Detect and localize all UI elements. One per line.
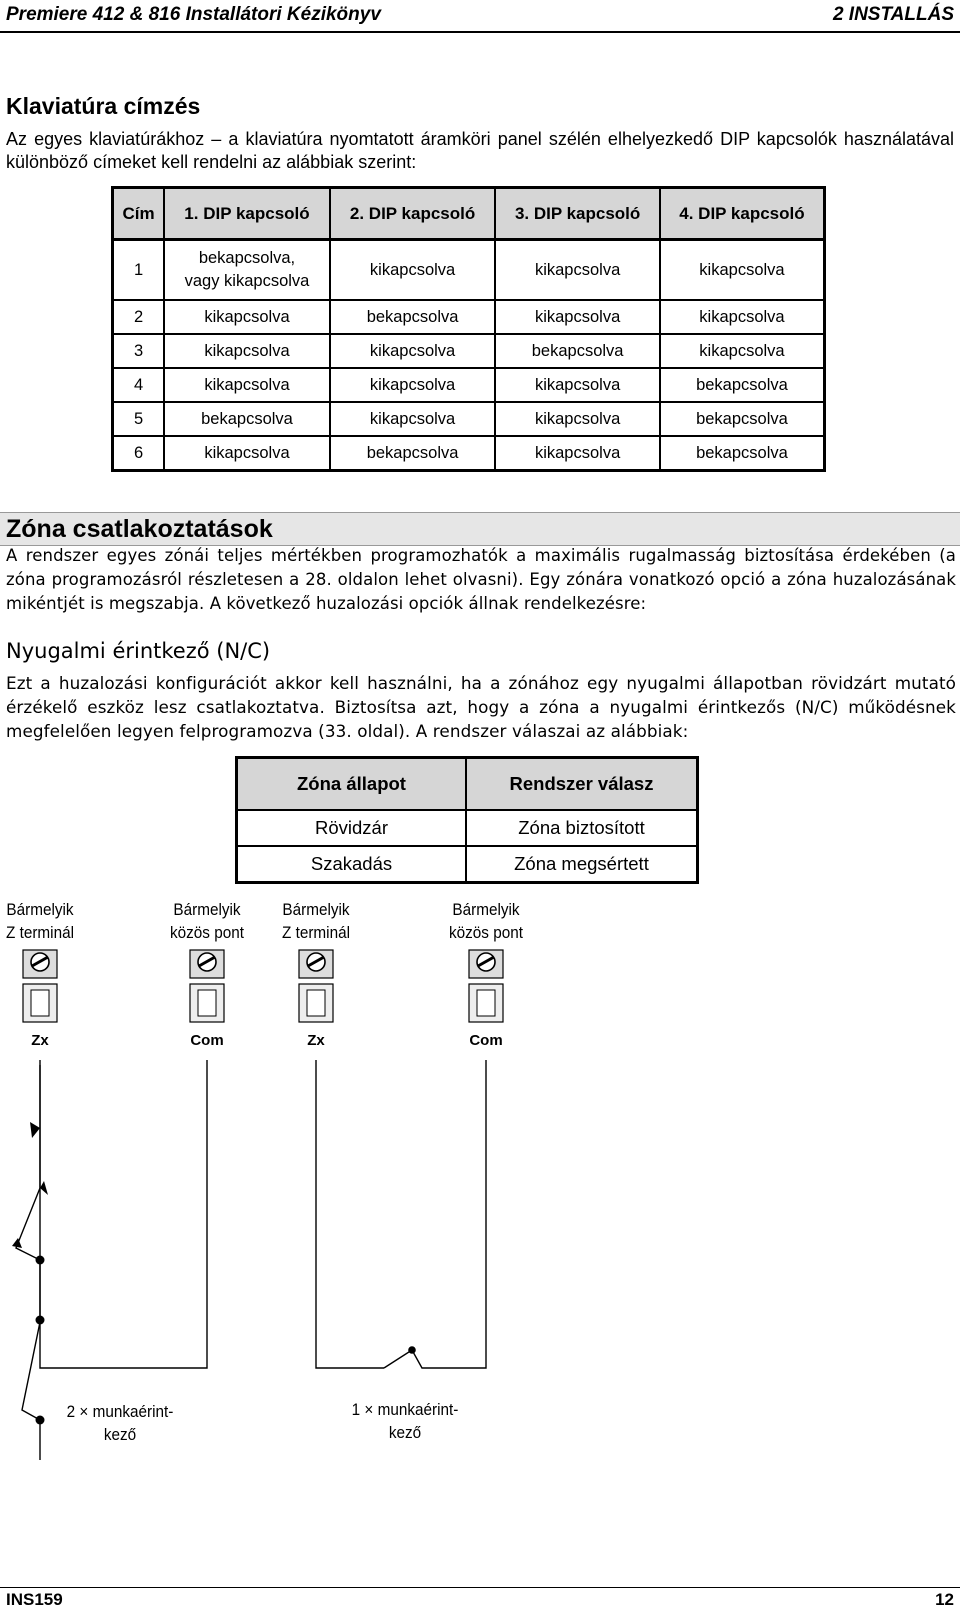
section-title: 2 INSTALLÁS — [832, 4, 954, 25]
system-response-cell: Zóna biztosított — [466, 810, 698, 846]
dip-switch-cell: kikapcsolva — [164, 436, 330, 471]
terminal-tag: Zx — [31, 1032, 49, 1049]
terminal-tag: Zx — [307, 1032, 325, 1049]
dip-switch-cell: kikapcsolva — [330, 240, 496, 301]
terminal-tag: Com — [469, 1032, 503, 1049]
terminal-block — [299, 950, 333, 1049]
terminal-label-line: közös pont — [448, 923, 523, 942]
keypad-intro: Az egyes klaviatúrákhoz – a klaviatúra nyomtatott áramköri panel szélén elhelyezkedő DIP kapcsolók használatával különböző címeket kell rendelni az alábbiak szerint: — [6, 129, 954, 172]
zone-text: A rendszer egyes zónái teljes mértékben programozhatók a maximális rugalmasság biztosítása érdekében (a zóna programozásról részletesen a 28. oldalon lehet olvasni). Egy zónára vonatkozó opció a zóna huzalozásának mikéntjét is megszabja. A következő huzalozási opciók állnak rendelkezésre: — [6, 546, 956, 613]
dip-switch-cell: kikapcsolva — [660, 240, 825, 301]
terminal-block — [190, 950, 224, 1049]
dip-switch-cell: bekapcsolva — [660, 368, 825, 402]
terminal-slot — [307, 990, 325, 1016]
page-number: 12 — [935, 1590, 954, 1609]
dip-address-cell: 5 — [113, 402, 165, 436]
zone-state-cell: Szakadás — [237, 846, 466, 883]
state-column-header: Rendszer válasz — [466, 758, 698, 811]
caption-line: kező — [103, 1425, 137, 1444]
dip-address-cell: 4 — [113, 368, 165, 402]
contact-node — [408, 1346, 416, 1354]
dip-switch-cell: bekapcsolva, vagy kikapcsolva — [164, 240, 330, 301]
dip-switch-cell: bekapcsolva — [660, 436, 825, 471]
dip-switch-cell: kikapcsolva — [495, 368, 660, 402]
dip-switch-cell: bekapcsolva — [330, 300, 496, 334]
dip-switch-cell: bekapcsolva — [330, 436, 496, 471]
terminal-label-line: Z terminál — [5, 923, 75, 942]
system-response-cell: Zóna megsértett — [466, 846, 698, 883]
dip-switch-cell: kikapcsolva — [495, 240, 660, 301]
dip-switch-cell: kikapcsolva — [495, 402, 660, 436]
terminal-label-line: Bármelyik — [173, 900, 241, 919]
terminal-label-line: közös pont — [169, 923, 244, 942]
dip-switch-cell: kikapcsolva — [660, 334, 825, 368]
dip-switch-cell: kikapcsolva — [330, 368, 496, 402]
zone-state-cell: Rövidzár — [237, 810, 466, 846]
terminal-tag: Com — [190, 1032, 224, 1049]
terminal-block — [469, 950, 503, 1049]
right-loop-wire-a — [316, 1060, 384, 1368]
dip-column-header: 4. DIP kapcsoló — [660, 188, 825, 240]
dip-switch-cell: kikapcsolva — [330, 334, 496, 368]
zone-heading: Zóna csatlakoztatások — [6, 515, 273, 543]
dip-switch-cell: bekapcsolva — [495, 334, 660, 368]
dip-address-cell: 1 — [113, 240, 165, 301]
dip-column-header: Cím — [113, 188, 165, 240]
caption-line: 1 × munkaérint- — [351, 1400, 459, 1419]
caption-line: 2 × munkaérint- — [66, 1402, 174, 1421]
dip-switch-cell: kikapcsolva — [330, 402, 496, 436]
document-id: INS159 — [6, 1590, 63, 1609]
footer-divider — [0, 1587, 960, 1588]
terminal-slot — [31, 990, 49, 1016]
terminal-label-line: Bármelyik — [452, 900, 520, 919]
dip-switch-cell: kikapcsolva — [495, 436, 660, 471]
dip-switch-cell: bekapcsolva — [164, 402, 330, 436]
caption-two-contacts — [57, 1400, 183, 1446]
right-loop-wire-b — [384, 1060, 486, 1368]
keypad-heading: Klaviatúra címzés — [6, 93, 201, 119]
terminal-label-line: Z terminál — [281, 923, 351, 942]
nc-text: Ezt a huzalozási konfigurációt akkor kell használni, ha a zónához egy nyugalmi állapotban rövidzárt mutató érzékelő eszköz lesz csatlakoztatva. Biztosítsa azt, hogy a zóna a nyugalmi érintkezős (N/C) működésnek megfelelően legyen felprogramozva (33. oldal). A rendszer válaszai az alábbiak: — [6, 673, 956, 741]
terminal-block — [23, 950, 57, 1049]
dip-address-cell: 3 — [113, 334, 165, 368]
dip-column-header: 3. DIP kapcsoló — [495, 188, 660, 240]
terminal-label-line: Bármelyik — [6, 900, 74, 919]
caption-one-contact — [342, 1398, 468, 1444]
dip-switch-cell: kikapcsolva — [660, 300, 825, 334]
dip-switch-cell: kikapcsolva — [495, 300, 660, 334]
terminal-slot — [477, 990, 495, 1016]
nc-heading: Nyugalmi érintkező (N/C) — [6, 639, 271, 663]
caption-line: kező — [388, 1423, 422, 1442]
dip-address-cell: 6 — [113, 436, 165, 471]
dip-column-header: 2. DIP kapcsoló — [330, 188, 496, 240]
dip-switch-cell: kikapcsolva — [164, 368, 330, 402]
dip-switch-cell: kikapcsolva — [164, 300, 330, 334]
left-loop-wire — [40, 1060, 207, 1368]
state-column-header: Zóna állapot — [237, 758, 466, 811]
dip-column-header: 1. DIP kapcsoló — [164, 188, 330, 240]
document-title: Premiere 412 & 816 Installátori Kézikönyv — [6, 4, 381, 25]
dip-address-cell: 2 — [113, 300, 165, 334]
dip-switch-cell: kikapcsolva — [164, 334, 330, 368]
dip-switch-cell: bekapcsolva — [660, 402, 825, 436]
terminal-slot — [198, 990, 216, 1016]
terminal-label-line: Bármelyik — [282, 900, 350, 919]
